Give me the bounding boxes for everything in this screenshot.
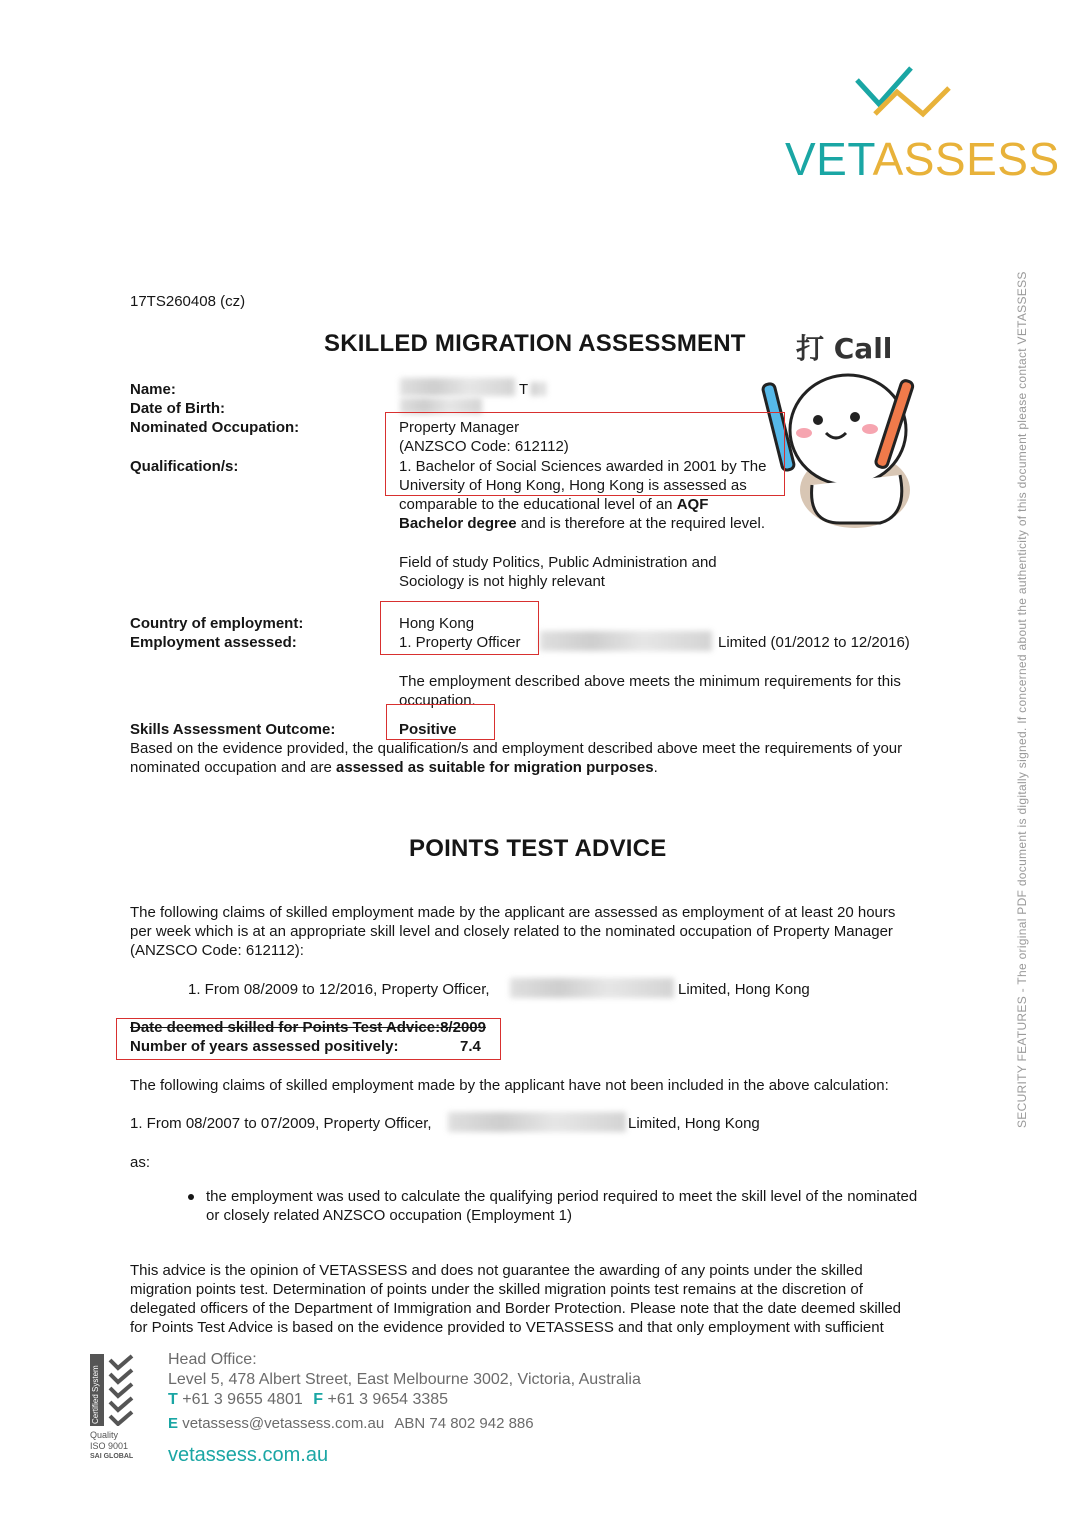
email-label: E [168, 1415, 179, 1432]
cartoon-sticker [760, 325, 930, 535]
highlight-box-occupation [385, 412, 785, 496]
qualification-line-3 [399, 495, 708, 514]
qualifications-label: Qualification/s: [130, 458, 239, 475]
contact-email-row [168, 1414, 534, 1434]
highlight-box-outcome [386, 704, 495, 740]
claim-2-start: 1. From 08/2007 to 07/2009, Property Officer, [130, 1115, 432, 1132]
highlight-box-years [116, 1018, 501, 1060]
points-intro-line-1: The following claims of skilled employment made by the applicant are assessed as employment of at least 20 hours [130, 904, 896, 921]
name-tail: T [519, 381, 529, 398]
qualification-degree: Bachelor degree [399, 515, 517, 532]
employment-note-line-1: The employment described above meets the minimum requirements for this [399, 673, 901, 690]
phone-number: +61 3 9655 4801 [182, 1391, 303, 1408]
logo-chevrons-icon [853, 62, 963, 132]
deemed-skilled-value: 8/2009 [440, 1019, 486, 1036]
employment-start: 1. Property Officer [399, 634, 521, 651]
employment-note-line-2: occupation. [399, 692, 476, 709]
vetassess-logo [785, 62, 1060, 192]
cert-system-text: Certified System [91, 1365, 100, 1424]
sticker-text: 打 Call [796, 332, 893, 365]
redacted-claim-2-employer [448, 1112, 626, 1132]
contact-phone-row [168, 1390, 448, 1410]
outcome-line-2-text: nominated occupation and are [130, 759, 336, 776]
bullet-line-2: or closely related ANZSCO occupation (Employment 1) [206, 1207, 572, 1224]
office-address: Level 5, 478 Albert Street, East Melbourne 3002, Victoria, Australia [168, 1371, 641, 1388]
anzsco-code: (ANZSCO Code: 612112) [399, 438, 569, 455]
redacted-name [400, 378, 515, 396]
highlight-box-employment [380, 601, 539, 655]
as-text: as: [130, 1154, 151, 1171]
qualification-line-3-text: comparable to the educational level of an [399, 496, 673, 513]
qualification-line-4 [399, 514, 765, 533]
outcome-value: Positive [399, 721, 457, 738]
cert-iso: ISO 9001 [90, 1441, 129, 1451]
fax-number: +61 3 9654 3385 [327, 1391, 449, 1408]
years-value: 7.4 [460, 1038, 481, 1055]
sticker-character-icon [760, 365, 930, 535]
name-label: Name: [130, 381, 176, 398]
abn-number: ABN 74 802 942 886 [394, 1415, 534, 1432]
email-address[interactable]: vetassess@vetassess.com.au [182, 1415, 385, 1432]
head-office-label: Head Office: [168, 1351, 257, 1368]
field-of-study-line-2: Sociology is not highly relevant [399, 573, 605, 590]
certification-badge [90, 1354, 150, 1464]
redacted-name-end [530, 382, 546, 396]
bullet-dot-icon [188, 1194, 194, 1200]
occupation-label: Nominated Occupation: [130, 419, 300, 436]
outcome-period: . [653, 759, 658, 776]
qualification-aqf: AQF [676, 496, 709, 513]
reference-number: 17TS260408 (cz) [130, 293, 246, 310]
employment-label: Employment assessed: [130, 634, 297, 651]
qualification-line-2: University of Hong Kong, Hong Kong is assessed as [399, 477, 747, 494]
years-label: Number of years assessed positively: [130, 1038, 399, 1055]
logo-text-assess: ASSESS [872, 133, 1060, 185]
occupation-value: Property Manager [399, 419, 520, 436]
excluded-intro: The following claims of skilled employment made by the applicant have not been included in the above calculation: [130, 1077, 889, 1094]
claim-2-end: Limited, Hong Kong [628, 1115, 760, 1132]
assessment-title: SKILLED MIGRATION ASSESSMENT [324, 330, 746, 357]
qualification-line-4-rest: and is therefore at the required level. [516, 515, 766, 532]
points-intro-line-3: (ANZSCO Code: 612112): [130, 942, 304, 959]
outcome-line-2 [130, 758, 658, 777]
country-value: Hong Kong [399, 615, 475, 632]
disclaimer-line-3: delegated officers of the Department of Immigration and Border Protection. Please note that the date deemed skilled [130, 1300, 902, 1317]
country-label: Country of employment: [130, 615, 304, 632]
phone-label: T [168, 1391, 178, 1408]
checkmarks-icon [108, 1354, 134, 1426]
outcome-label: Skills Assessment Outcome: [130, 721, 336, 738]
disclaimer-line-4: for Points Test Advice is based on the evidence provided to VETASSESS and that only employment with sufficient [130, 1319, 884, 1336]
security-features-note: SECURITY FEATURES - The original PDF document is digitally signed. If concerned about the authenticity of this document please contact VETASSESS [1015, 271, 1029, 1128]
disclaimer-line-1: This advice is the opinion of VETASSESS and does not guarantee the awarding of any points under the skilled [130, 1262, 863, 1279]
cert-quality: Quality [90, 1430, 119, 1440]
field-of-study-line-1: Field of study Politics, Public Administration and [399, 554, 717, 571]
points-intro-line-2: per week which is at an appropriate skill level and closely related to the nominated occupation of Property Manager [130, 923, 893, 940]
deemed-skilled-label: Date deemed skilled for Points Test Advice: [130, 1019, 441, 1036]
redacted-employer [540, 631, 712, 651]
qualification-line-1: 1. Bachelor of Social Sciences awarded in 2001 by The [399, 458, 767, 475]
fax-label: F [313, 1391, 324, 1408]
disclaimer-line-2: migration points test. Determination of points under the skilled migration points test remains at the discretion of [130, 1281, 863, 1298]
bullet-line-1: the employment was used to calculate the qualifying period required to meet the skill level of the nominated [206, 1188, 918, 1205]
dob-label: Date of Birth: [130, 400, 225, 417]
claim-1-start: 1. From 08/2009 to 12/2016, Property Officer, [188, 981, 490, 998]
logo-text-vet: VET [785, 133, 873, 185]
outcome-line-1: Based on the evidence provided, the qualification/s and employment described above meet the requirements of your [130, 740, 903, 757]
claim-1-end: Limited, Hong Kong [678, 981, 810, 998]
employment-end: Limited (01/2012 to 12/2016) [718, 634, 910, 651]
outcome-suitable: assessed as suitable for migration purposes [335, 759, 654, 776]
redacted-claim-1-employer [510, 978, 674, 998]
cert-body: SAI GLOBAL [90, 1453, 134, 1460]
points-title: POINTS TEST ADVICE [409, 835, 667, 862]
website-link[interactable]: vetassess.com.au [168, 1444, 329, 1466]
